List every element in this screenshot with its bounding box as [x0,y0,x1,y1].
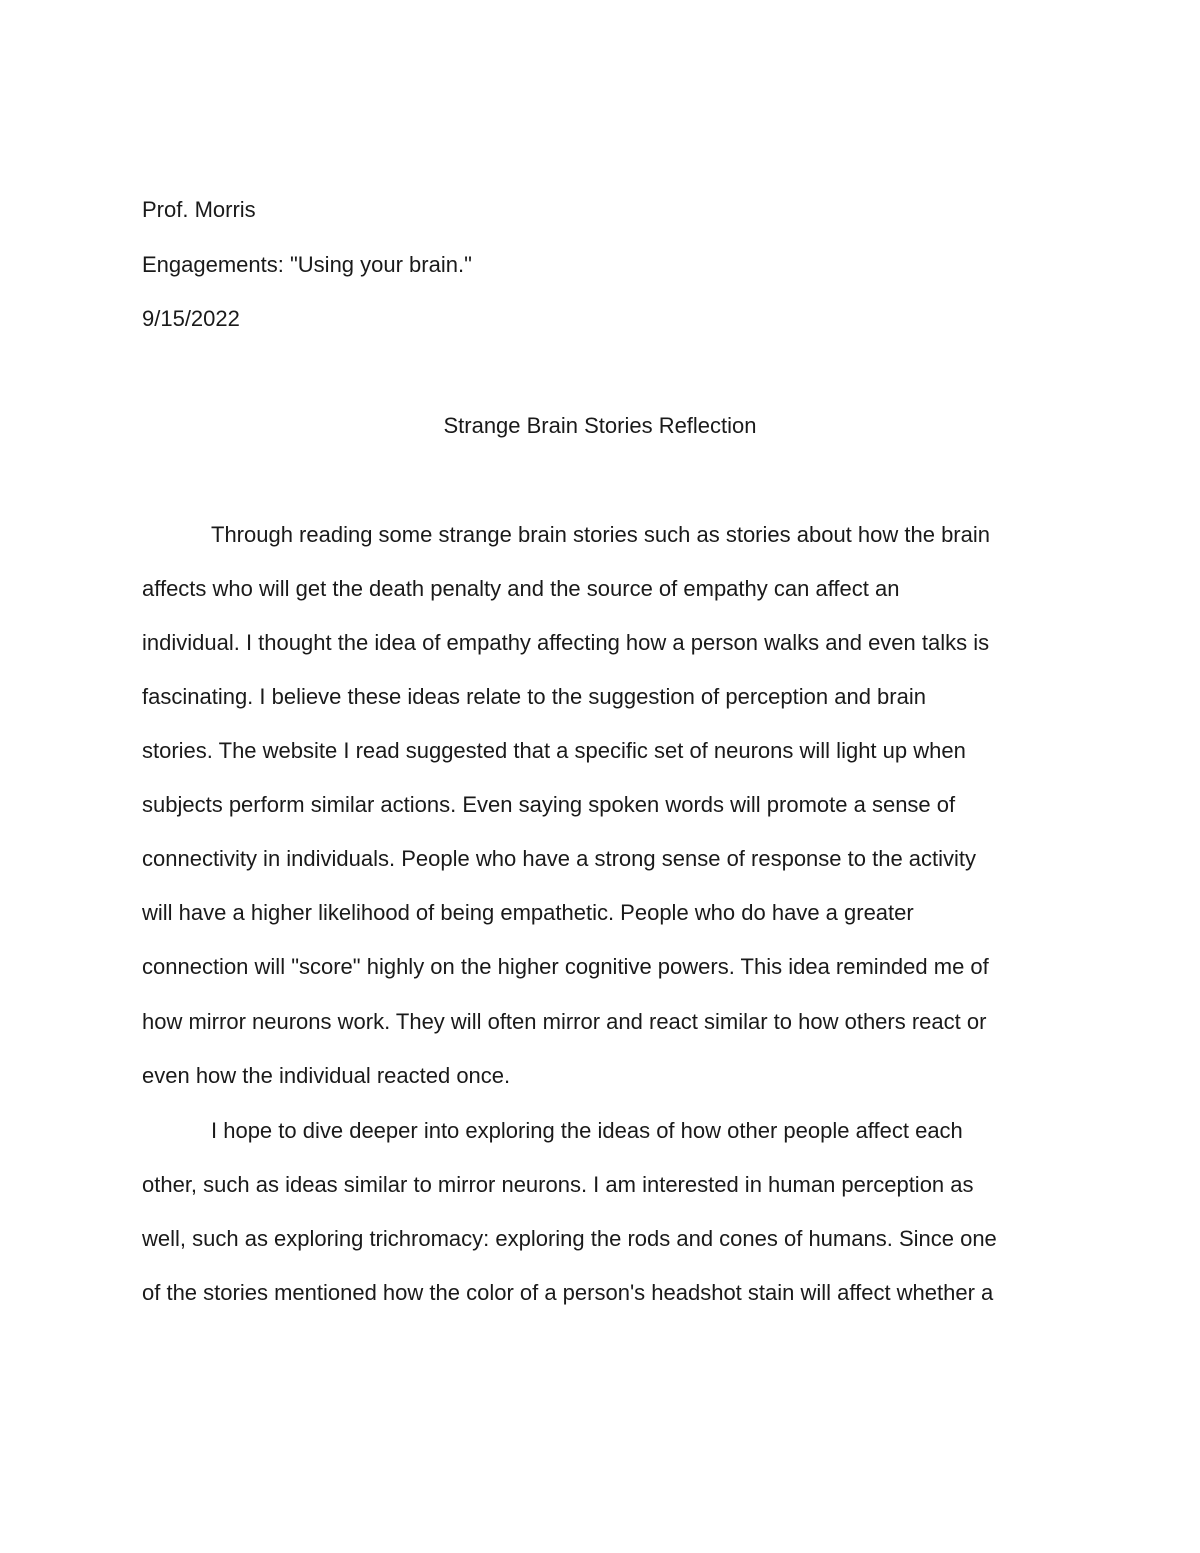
paragraph-line: other, such as ideas similar to mirror neurons. I am interested in human perception as [142,1172,974,1197]
paragraph-line: Through reading some strange brain stories such as stories about how the brain [211,522,990,547]
paragraph-line: will have a higher likelihood of being empathetic. People who do have a greater [142,900,914,925]
document-title: Strange Brain Stories Reflection [443,413,757,438]
paragraph-line: connectivity in individuals. People who have a strong sense of response to the activity [142,846,977,871]
paragraph-line: how mirror neurons work. They will often mirror and react similar to how others react or [142,1009,987,1034]
paragraph-line: even how the individual reacted once. [142,1063,511,1088]
paragraph-line: stories. The website I read suggested that a specific set of neurons will light up when [142,738,966,763]
date: 9/15/2022 [142,306,240,331]
paragraph-line: fascinating. I believe these ideas relate to the suggestion of perception and brain [142,684,926,709]
instructor-name: Prof. Morris [142,197,256,222]
paragraph-line: individual. I thought the idea of empathy affecting how a person walks and even talks is [142,630,990,655]
paragraph-line: affects who will get the death penalty and the source of empathy can affect an [142,576,900,601]
paragraph-line: subjects perform similar actions. Even saying spoken words will promote a sense of [142,792,956,817]
paragraph-line: I hope to dive deeper into exploring the ideas of how other people affect each [211,1118,963,1143]
paragraph-line: connection will "score" highly on the higher cognitive powers. This idea reminded me of [142,954,989,979]
paragraph-line: well, such as exploring trichromacy: exploring the rods and cones of humans. Since one [142,1226,997,1251]
paragraph-line: of the stories mentioned how the color of a person's headshot stain will affect whether a [142,1280,994,1305]
course-name: Engagements: "Using your brain." [142,252,472,277]
